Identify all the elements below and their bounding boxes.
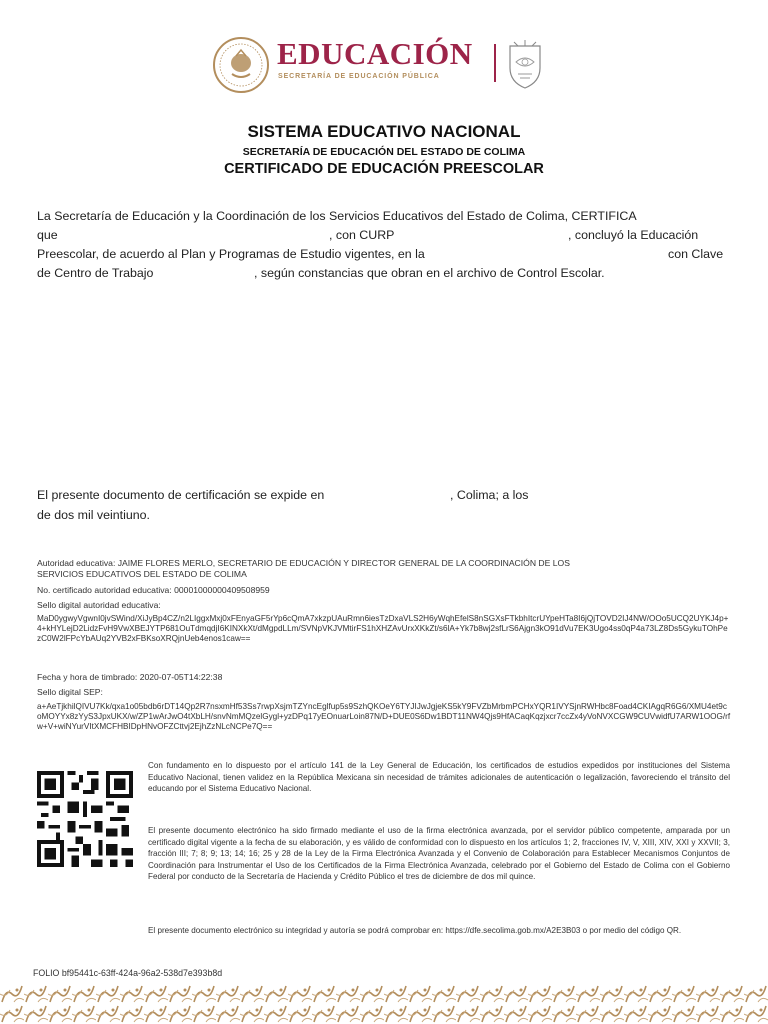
mexico-seal-icon — [212, 36, 270, 94]
certification-line-2c: , concluyó la Educación — [568, 228, 699, 242]
certification-line-3b: con Clave — [668, 247, 724, 261]
issuance-line-1b: , Colima; a los — [450, 488, 529, 502]
authority-seal-value: MaD0ygwyVgwnI0jvSWind/XiJyBp4CZ/n2LIggxMxj0xFEnyaGF5rYp6cQmA7xkzpUAuRmn6iesTzDxaVLS2H6yWqhEfelS8nSGXsFTkbhItcrUYpeHTa8I6jQjTOVD2IJ4NW/OOo5UCQ2UYKJ4p+4+kHYLejD2LidzFvH9VwXBEJYTP681OuTdmqdjI6KINXkXt/dMgpdLLm/SVNpVKJVMtirFS1hXHZAvUrxXKkZt/s6lA+Yk7b8wj2sfLrS6Ajgn3kO91dVu7EK3Ugo4ss0qP4a73LZ8Ds5GykuTOhPezC0W2lFPcYbAUq2YVB2xFBKsoXRQjnUeb4enos1caw== — [37, 614, 729, 643]
system-title: SISTEMA EDUCATIVO NACIONAL — [247, 122, 521, 141]
authority-seal-label: Sello digital autoridad educativa: — [37, 600, 161, 610]
issuance-line-2: de dos mil veintiuno. — [37, 508, 150, 522]
authority-line-2: SERVICIOS EDUCATIVOS DEL ESTADO DE COLIMA — [37, 569, 247, 579]
certification-line-4a: de Centro de Trabajo — [37, 266, 154, 280]
brand-title: EDUCACIÓN — [277, 36, 473, 71]
brand-divider — [494, 44, 496, 82]
stamp-date: Fecha y hora de timbrado: 2020-07-05T14:22:38 — [37, 672, 223, 682]
issuance-line-1a: El presente documento de certificación se expide en — [37, 488, 325, 502]
colima-shield-icon — [504, 38, 546, 90]
legal-paragraph-2: El presente documento electrónico ha sido firmado mediante el uso de la firma electrónica avanzada, por el servidor público competente, amparada por un certificado digital vigente a la fecha de su elaboración, y es válido de conformidad con lo dispuesto en los artículos 1; 2, fracciones IV, V, XIII, XIV, XXI y XXVII; 3, fracción III; 7; 8; 9; 13; 14; 16; 25 y 28 de la Ley de la Firma Electrónica Avanzada y el Convenio de Colaboración para Establecer Mecanismos Conjuntos de Coordinación para Instrumentar el Uso de los Certificados de la Firma Electrónica Avanzada, celebrado por el Gobierno del Estado de Colima con el Gobierno Federal por conducto de la Secretaría de Hacienda y Crédito Público el tres de diciembre de dos mil quince. — [148, 826, 730, 881]
brand-subtitle: SECRETARÍA DE EDUCACIÓN PÚBLICA — [278, 73, 440, 80]
certificate-title: CERTIFICADO DE EDUCACIÓN PREESCOLAR — [224, 161, 544, 177]
sep-seal-value: a+AeTjkhilQIVU7Kk/qxa1o05bdb6rDT14Qp2R7nsxmHf53Ss7rwpXsjmTZYncEglfup5s9SzhQKOeY6TYJIJwJgjeKS5kY9FVZbMrbmPCHxYQR1IVYSjnRWHbc8Foad4CKIAgqR6G6/XMU4et9coMOYYx8zYyS3JpxUKX/w/ZP1wArJwO4tXbLH/snvNmMQzelGygl+yzDPq17yEOnuarLoin87N/D+DUE0S6Dw1BDT11NW4Qjs9HfACaqKqzjxcr7ccZx4yVoNVXCGW9CUVwidfU7ARW1OOG/rfw+V+wiNYurVItXMCFHBIDpHNvOFZCttvj2EjhZzNLcNCPe7Q== — [37, 702, 731, 731]
certification-line-2a: que — [37, 228, 58, 242]
secretariat-title: SECRETARÍA DE EDUCACIÓN DEL ESTADO DE COLIMA — [242, 146, 526, 158]
authority-certificate-number: No. certificado autoridad educativa: 00001000000409508959 — [37, 585, 270, 595]
authority-line-1: Autoridad educativa: JAIME FLORES MERLO, SECRETARIO DE EDUCACIÓN Y DIRECTOR GENERAL DE LA COORDINACIÓN DE LOS — [37, 558, 570, 568]
certification-line-3a: Preescolar, de acuerdo al Plan y Programas de Estudio vigentes, en la — [37, 247, 425, 261]
legal-paragraph-1: Con fundamento en lo dispuesto por el artículo 141 de la Ley General de Educación, los certificados de estudios expedidos por instituciones del Sistema Educativo Nacional, tienen validez en la República Mexicana sin necesidad de trámites adicionales de autenticación o legalización, favoreciendo el tránsito del educando por el Sistema Educativo Nacional. — [148, 761, 730, 793]
legal-paragraph-3: El presente documento electrónico su integridad y autoría se podrá comprobar en: https://dfe.secolima.gob.mx/A2E3B03 o por medio del código QR. — [148, 926, 682, 935]
sep-seal-label: Sello digital SEP: — [37, 687, 103, 697]
folio: FOLIO bf95441c-63ff-424a-96a2-538d7e393b8d — [33, 968, 223, 978]
certification-line-1: La Secretaría de Educación y la Coordinación de los Servicios Educativos del Estado de Colima, CERTIFICA — [37, 209, 637, 223]
certification-line-2b: , con CURP — [329, 228, 395, 242]
certification-line-4b: , según constancias que obran en el archivo de Control Escolar. — [254, 266, 605, 280]
qr-code-icon — [37, 771, 133, 867]
decorative-footer-band — [0, 984, 768, 1024]
